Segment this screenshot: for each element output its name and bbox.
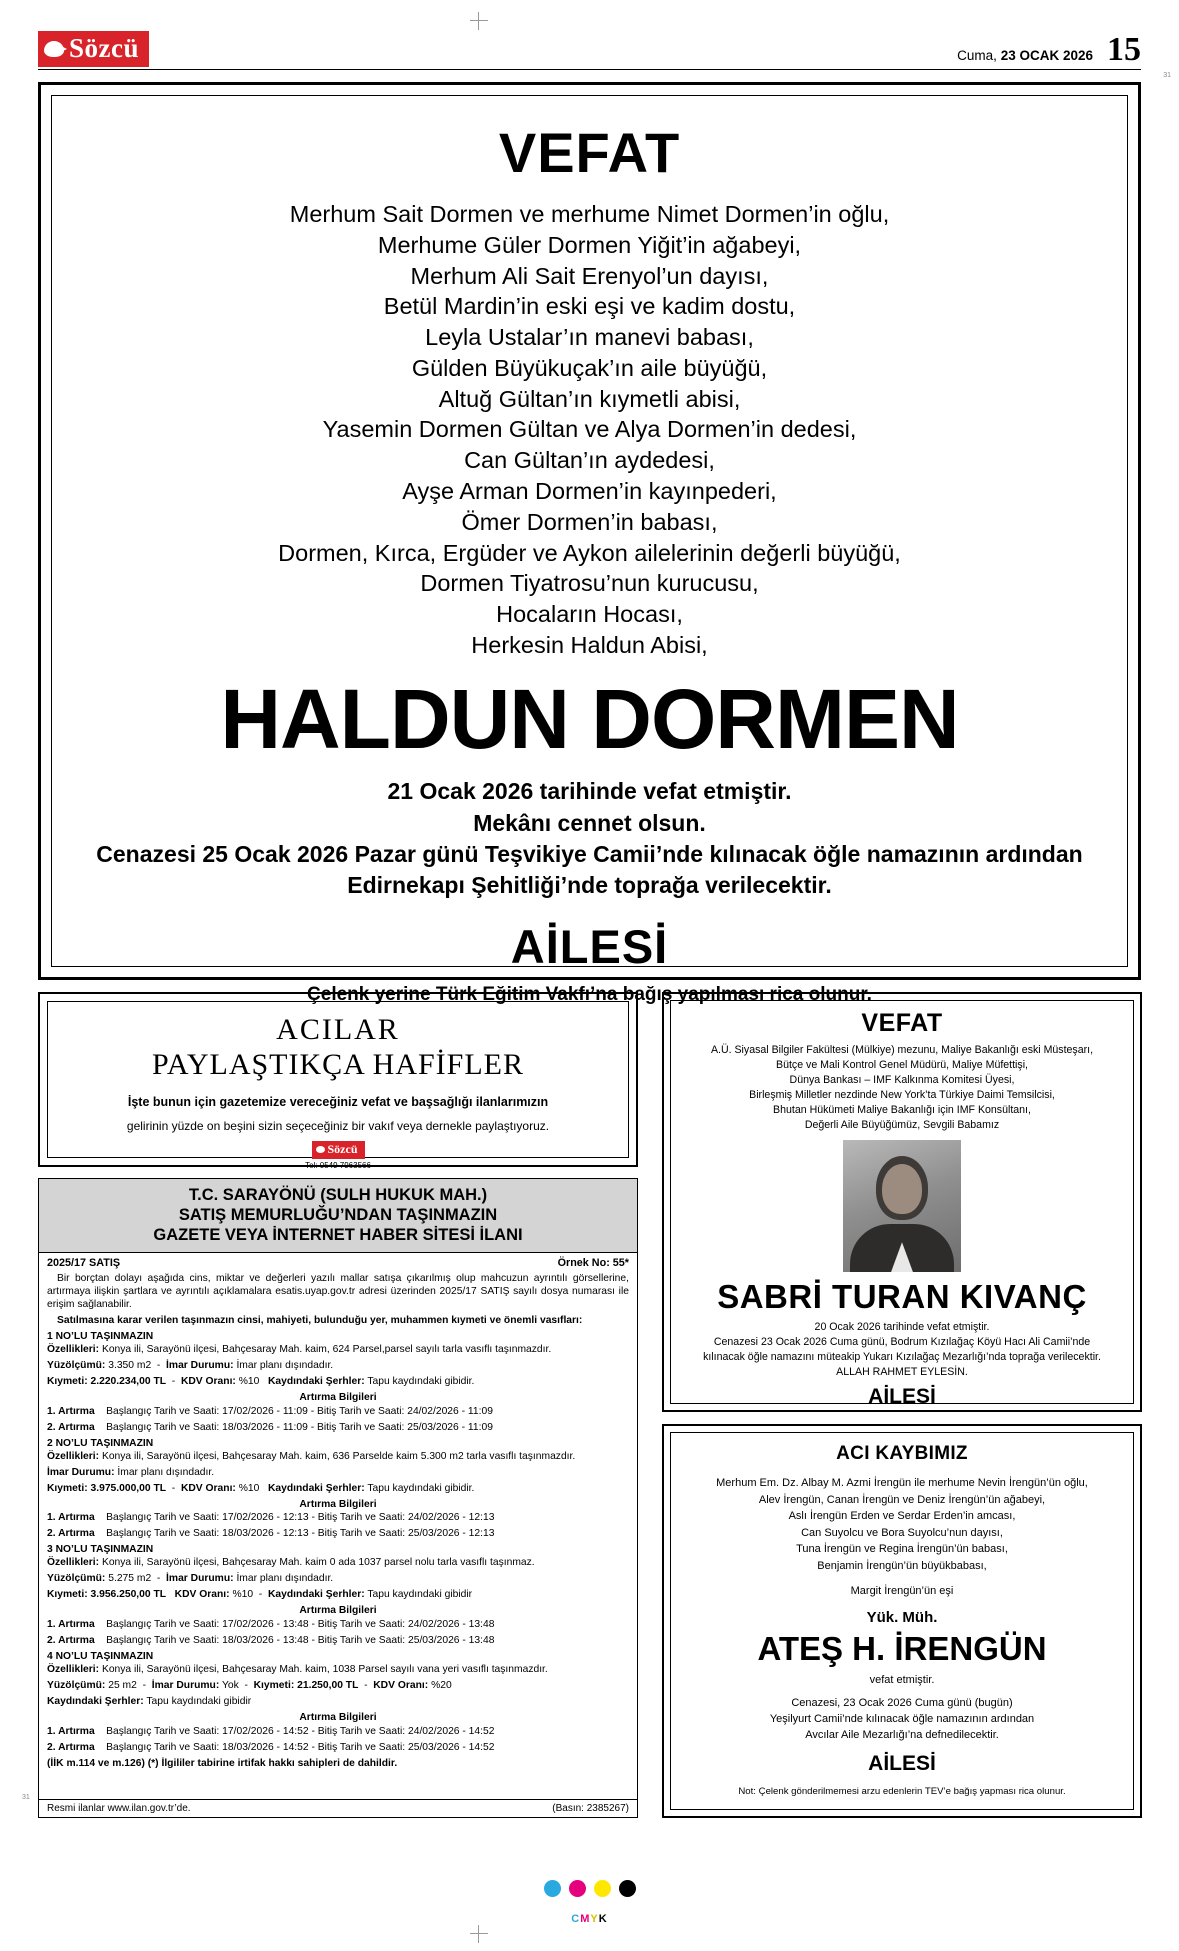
deceased-name: SABRİ TURAN KIVANÇ xyxy=(717,1278,1087,1316)
relation-line: Hocaların Hocası, xyxy=(496,601,683,628)
legal-auction-title: Artırma Bilgileri xyxy=(299,1712,377,1724)
house-ad-phone: Tel: 0549 7963566 xyxy=(305,1160,371,1170)
relation-line: Herkesin Haldun Abisi, xyxy=(471,631,708,658)
legal-auction-no: 1. Artırma xyxy=(47,1512,95,1524)
legal-value: 5.275 m2 xyxy=(108,1573,152,1585)
legal-item-features xyxy=(47,1344,629,1357)
legal-item-serh xyxy=(47,1696,629,1709)
header-date-prefix: Cuma, xyxy=(957,48,1001,63)
legal-item-title: 1 NO’LU TAŞINMAZIN xyxy=(47,1330,154,1342)
legal-auction-text: Başlangıç Tarih ve Saati: 18/03/2026 - 12:13 - Bitiş Tarih ve Saati: 25/03/2026 - 12:13 xyxy=(106,1528,495,1540)
legal-label: Kıymeti: xyxy=(47,1375,88,1387)
legal-auction-text: Başlangıç Tarih ve Saati: 18/03/2026 - 13:48 - Bitiş Tarih ve Saati: 25/03/2026 - 13:48 xyxy=(106,1635,495,1647)
obituary-title: ACI KAYBIMIZ xyxy=(836,1443,968,1464)
legal-label: Kaydındaki Şerhler: xyxy=(267,1589,365,1601)
legal-sample-no: Örnek No: 55* xyxy=(557,1257,629,1270)
legal-label: Özellikleri: xyxy=(47,1557,100,1569)
legal-value: 25 m2 xyxy=(108,1680,137,1692)
legal-value: İmar planı dışındadır. xyxy=(236,1573,334,1585)
blessing-line: ALLAH RAHMET EYLESİN. xyxy=(836,1366,968,1379)
color-dot-yellow xyxy=(594,1880,611,1897)
family-signature: AİLESİ xyxy=(868,1751,936,1775)
legal-footer-left: Resmi ilanlar www.ilan.gov.tr’de. xyxy=(47,1803,191,1814)
relation-lines xyxy=(82,199,1097,661)
relation-line: Merhume Güler Dormen Yiğit’in ağabeyi, xyxy=(377,231,802,258)
page-header xyxy=(38,26,1141,70)
legal-item-features xyxy=(47,1664,629,1677)
funeral-info-line: Cenazesi 25 Ocak 2026 Pazar günü Teşvikiye Camii’nde kılınacak öğle namazının ardından xyxy=(96,840,1083,867)
legal-intro2: Satılmasına karar verilen taşınmazın cinsi, mahiyeti, bulunduğu yer, muhammen kıymeti ve önemli vasıfları: xyxy=(57,1314,583,1326)
cmyk-label xyxy=(571,1913,607,1925)
legal-value: İmar planı dışındadır. xyxy=(117,1466,215,1478)
legal-value: Tapu kaydındaki gibidir xyxy=(146,1696,252,1708)
legal-auction-row xyxy=(47,1635,629,1648)
legal-item-area: Yüzölçümü: 25 m2 - İmar Durumu: Yok - Kıymeti: 21.250,00 TL - KDV Oranı: %20 xyxy=(47,1680,452,1692)
funeral-info-line: Edirnekapı Şehitliği’nde toprağa verilecektir. xyxy=(347,872,832,899)
legal-auction-no: 2. Artırma xyxy=(47,1742,95,1753)
relation-line: Ömer Dormen’in babası, xyxy=(461,508,718,535)
legal-label: Kaydındaki Şerhler: xyxy=(267,1482,365,1494)
header-date-value: 23 OCAK 2026 xyxy=(1000,48,1093,63)
deceased-name: HALDUN DORMEN xyxy=(220,671,959,766)
spouse-line: Margit İrengün’ün eşi xyxy=(850,1585,954,1597)
legal-file-row xyxy=(47,1257,629,1271)
family-signature: AİLESİ xyxy=(510,920,669,974)
legal-auction-row xyxy=(47,1726,629,1739)
house-ad-line2: PAYLAŞTIKÇA HAFİFLER xyxy=(151,1048,525,1082)
legal-item-features xyxy=(47,1557,629,1570)
donation-note: Çelenk yerine Türk Eğitim Vakfı’na bağış yapılması rica olunur. xyxy=(307,984,872,1006)
deceased-name: ATEŞ H. İRENGÜN xyxy=(757,1630,1047,1667)
bio-line: Değerli Aile Büyüğümüz, Sevgili Babamız xyxy=(804,1119,1000,1132)
cmyk-letter-m: M xyxy=(580,1913,591,1925)
main-obituary-inner xyxy=(51,95,1128,1006)
relation-line: Dormen Tiyatrosu’nun kurucusu, xyxy=(420,570,759,597)
relation-line: Yasemin Dormen Gültan ve Alya Dormen’in dedesi, xyxy=(322,416,857,443)
obituary-bio-lines xyxy=(685,1043,1119,1133)
legal-value: %10 xyxy=(232,1589,254,1601)
mini-logo-text: Sözcü xyxy=(327,1141,358,1156)
legal-label: Özellikleri: xyxy=(47,1343,100,1355)
legal-label: Yüzölçümü: xyxy=(47,1573,106,1585)
relation-line: Benjamin İrengün’ün büyükbabası, xyxy=(817,1559,987,1572)
legal-value: Konya ili, Sarayönü ilçesi, Bahçesaray Mah. kaim, 624 Parsel,parsel sayılı tarla vasıflı taşınmazdır. xyxy=(101,1343,552,1355)
legal-item-title: 2 NO’LU TAŞINMAZIN xyxy=(47,1437,154,1449)
relation-line: Merhum Sait Dormen ve merhume Nimet Dormen’in oğlu, xyxy=(289,201,890,227)
legal-value: Tapu kaydındaki gibidir. xyxy=(367,1482,475,1494)
death-line: vefat etmiştir. xyxy=(869,1674,935,1686)
funeral-line: Yeşilyurt Camii’nde kılınacak öğle namazının ardından xyxy=(769,1712,1035,1725)
relation-line: Can Gültan’ın aydedesi, xyxy=(464,447,715,474)
legal-label: Kaydındaki Şerhler: xyxy=(47,1696,144,1708)
house-ad-line1: ACILAR xyxy=(276,1013,400,1046)
legal-heading-line: T.C. SARAYÖNÜ (SULH HUKUK MAH.) xyxy=(188,1186,488,1204)
legal-label: Yüzölçümü: xyxy=(47,1359,106,1371)
obituary-ad-ates xyxy=(662,1424,1142,1818)
legal-label: İmar Durumu: xyxy=(166,1359,234,1371)
legal-value: 2.220.234,00 TL xyxy=(90,1375,167,1387)
legal-value: %10 xyxy=(238,1482,260,1494)
legal-item-value: Kıymeti: 3.956.250,00 TL KDV Oranı: %10 - Kaydındaki Şerhler: Tapu kaydındaki gibidir xyxy=(47,1589,473,1601)
legal-item-zoning xyxy=(47,1467,629,1480)
obituary-ad-sabri xyxy=(662,992,1142,1412)
legal-auction-no: 1. Artırma xyxy=(47,1726,95,1738)
obituary-ates-inner xyxy=(670,1432,1134,1810)
legal-label: Yüzölçümü: xyxy=(47,1680,106,1692)
name-prefix: Yük. Müh. xyxy=(866,1609,938,1626)
relation-line: Ayşe Arman Dormen’in kayınpederi, xyxy=(402,478,777,505)
legal-auction-row xyxy=(47,1406,629,1419)
legal-auction-row xyxy=(47,1619,629,1632)
main-obituary-ad xyxy=(38,82,1141,1006)
relation-line: Altuğ Gültan’ın kıymetli abisi, xyxy=(438,385,741,412)
legal-auction-no: 2. Artırma xyxy=(47,1528,95,1540)
logo-text: Sözcü xyxy=(69,33,139,63)
legal-label: Özellikleri: xyxy=(47,1450,100,1462)
bio-line: Dünya Bankası – IMF Kalkınma Komitesi Üyesi, xyxy=(789,1074,1015,1087)
color-dot-magenta xyxy=(569,1880,586,1897)
legal-label: KDV Oranı: xyxy=(373,1680,429,1692)
legal-label: İmar Durumu: xyxy=(166,1573,234,1585)
legal-item-features xyxy=(47,1451,629,1464)
funeral-info-line: Mekânı cennet olsun. xyxy=(473,809,706,836)
cmyk-letter-k: K xyxy=(598,1913,608,1925)
death-line: 20 Ocak 2026 tarihinde vefat etmiştir. xyxy=(814,1321,990,1334)
relation-line: Alev İrengün, Canan İrengün ve Deniz İrengün’ün ağabeyi, xyxy=(758,1493,1046,1506)
legal-value: Konya ili, Sarayönü ilçesi, Bahçesaray Mah. kaim, 1038 Parsel sayılı vana yeri vasıflı taşınmazdır. xyxy=(101,1664,548,1676)
legal-item-title: 4 NO’LU TAŞINMAZIN xyxy=(47,1651,154,1663)
legal-label: KDV Oranı: xyxy=(180,1375,236,1387)
newspaper-logo xyxy=(38,31,149,67)
legal-value: 3.975.000,00 TL xyxy=(90,1482,167,1494)
legal-value: 3.956.250,00 TL xyxy=(90,1589,167,1601)
photo-face xyxy=(882,1164,922,1214)
legal-value: Tapu kaydındaki gibidir xyxy=(367,1589,473,1601)
legal-value: Konya ili, Sarayönü ilçesi, Bahçesaray Mah. kaim, 636 Parselde kaim 5.300 m2 tarla vasıflı taşınmazdır. xyxy=(101,1450,576,1462)
bio-line: Bütçe ve Mali Kontrol Genel Müdürü, Maliye Müfettişi, xyxy=(776,1059,1028,1072)
legal-auction-text: Başlangıç Tarih ve Saati: 17/02/2026 - 11:09 - Bitiş Tarih ve Saati: 24/02/2026 - 11:09 xyxy=(106,1405,493,1417)
relation-lines xyxy=(687,1475,1117,1574)
cmyk-letter-y: Y xyxy=(590,1913,599,1925)
legal-auction-row xyxy=(47,1512,629,1525)
edge-number-left: 31 xyxy=(22,1794,30,1801)
print-color-bar xyxy=(544,1880,636,1897)
legal-notice-heading xyxy=(39,1179,637,1253)
legal-value: 21.250,00 TL xyxy=(297,1680,359,1692)
legal-notice-footer xyxy=(39,1799,637,1817)
relation-line: Gülden Büyükuçak’ın aile büyüğü, xyxy=(411,354,768,381)
legal-file-no: 2025/17 SATIŞ xyxy=(47,1257,121,1270)
relation-line: Aslı İrengün Erden ve Serdar Erden’in amcası, xyxy=(788,1510,1016,1522)
legal-label: KDV Oranı: xyxy=(174,1589,230,1601)
legal-value: Konya ili, Sarayönü ilçesi, Bahçesaray Mah. kaim 0 ada 1037 parsel nolu tarla vasıflı taşınmaz. xyxy=(101,1557,535,1569)
legal-item-area: Yüzölçümü: 5.275 m2 - İmar Durumu: İmar planı dışındadır. xyxy=(47,1573,334,1585)
legal-value: Tapu kaydındaki gibidir. xyxy=(367,1375,475,1387)
legal-auction-text: Başlangıç Tarih ve Saati: 17/02/2026 - 12:13 - Bitiş Tarih ve Saati: 24/02/2026 - 12:13 xyxy=(106,1512,495,1524)
bird-icon xyxy=(316,1146,325,1153)
header-date xyxy=(957,48,1093,63)
legal-item-value: Kıymeti: 3.975.000,00 TL - KDV Oranı: %10 Kaydındaki Şerhler: Tapu kaydındaki gibidir. xyxy=(47,1482,475,1494)
legal-item-value: Kıymeti: 2.220.234,00 TL - KDV Oranı: %10 Kaydındaki Şerhler: Tapu kaydındaki gibidir. xyxy=(47,1375,475,1387)
funeral-info xyxy=(82,776,1097,901)
house-ad-sub2: gelirinin yüzde on beşini sizin seçeceğiniz bir vakıf veya dernekle paylaştıyoruz. xyxy=(126,1118,550,1133)
legal-auction-no: 1. Artırma xyxy=(47,1405,95,1417)
obituary-funeral-info xyxy=(687,1696,1117,1744)
legal-auction-text: Başlangıç Tarih ve Saati: 17/02/2026 - 13:48 - Bitiş Tarih ve Saati: 24/02/2026 - 13:48 xyxy=(106,1619,495,1631)
legal-label: KDV Oranı: xyxy=(180,1482,236,1494)
legal-value: Yok xyxy=(221,1680,239,1692)
relation-line: Tuna İrengün ve Regina İrengün’ün babası, xyxy=(796,1543,1008,1555)
house-ad-acilar xyxy=(38,992,638,1170)
legal-auction-title: Artırma Bilgileri xyxy=(299,1498,377,1510)
legal-auction-row xyxy=(47,1742,629,1755)
legal-auction-row xyxy=(47,1422,629,1435)
color-dot-cyan xyxy=(544,1880,561,1897)
bio-line: Bhutan Hükümeti Maliye Bakanlığı için IMF Konsültanı, xyxy=(773,1104,1031,1117)
legal-auction-no: 2. Artırma xyxy=(47,1635,95,1647)
legal-label: Kıymeti: xyxy=(47,1482,88,1494)
relation-line: Betül Mardin’in eski eşi ve kadim dostu, xyxy=(383,293,796,320)
legal-value: 3.350 m2 xyxy=(108,1359,152,1371)
funeral-line: kılınacak öğle namazını müteakip Yukarı Kızılağaç Mezarlığı’nda toprağa verilecektir. xyxy=(703,1351,1101,1364)
legal-label: Kıymeti: xyxy=(253,1680,295,1692)
edge-number-right: 31 xyxy=(1163,72,1171,79)
obituary-title: VEFAT xyxy=(498,121,681,184)
legal-label: Özellikleri: xyxy=(47,1664,100,1676)
legal-heading-line: GAZETE VEYA İNTERNET HABER SİTESİ İLANI xyxy=(153,1226,523,1245)
bio-line: A.Ü. Siyasal Bilgiler Fakültesi (Mülkiye) mezunu, Maliye Bakanlığı eski Müsteşarı, xyxy=(710,1044,1094,1056)
legal-label: Kıymeti: xyxy=(47,1589,88,1601)
legal-heading-line: SATIŞ MEMURLUĞU’NDAN TAŞINMAZIN xyxy=(178,1206,498,1225)
legal-intro: Bir borçtan dolayı aşağıda cins, miktar ve değerleri yazılı mallar satışa çıkarılmış olup mahcuzun ayrıntılı görsellerine, artırmaya ilişkin şartlara ve ayrıntılı açıklamalara esatis.uyap.gov.tr adresi üzerinden 2025/17 SATIŞ sayılı dosya numarası ile erişim sağlanabilir. xyxy=(47,1272,629,1310)
cmyk-letter-c: C xyxy=(571,1913,581,1925)
legal-closing: (İİK m.114 ve m.126) (*) İlgililer tabirine irtifak hakkı sahipleri de dahildir. xyxy=(47,1757,398,1769)
legal-auction-text: Başlangıç Tarih ve Saati: 18/03/2026 - 11:09 - Bitiş Tarih ve Saati: 25/03/2026 - 11:09 xyxy=(106,1421,493,1433)
legal-auction-no: 2. Artırma xyxy=(47,1421,95,1433)
bio-line: Birleşmiş Milletler nezdinde New York’ta Türkiye Daimi Temsilcisi, xyxy=(749,1089,1055,1102)
family-signature: AİLESİ xyxy=(868,1385,936,1409)
relation-line: Dormen, Kırca, Ergüder ve Aykon ailelerinin değerli büyüğü, xyxy=(278,539,901,566)
funeral-line: Cenazesi, 23 Ocak 2026 Cuma günü (bugün) xyxy=(791,1697,1013,1709)
header-right xyxy=(957,33,1141,67)
portrait-photo xyxy=(843,1140,961,1272)
obituary-sabri-inner xyxy=(670,1000,1134,1409)
legal-item-title: 3 NO’LU TAŞINMAZIN xyxy=(47,1544,154,1556)
relation-line: Leyla Ustalar’ın manevi babası, xyxy=(425,324,754,351)
relation-line: Merhum Ali Sait Erenyol’un dayısı, xyxy=(410,262,769,289)
funeral-line: Cenazesi 23 Ocak 2026 Cuma günü, Bodrum Kızılağaç Köyü Hacı Ali Camii’nde xyxy=(713,1336,1091,1349)
page-number: 15 xyxy=(1107,31,1141,68)
house-ad-sub1: İşte bunun için gazetemize vereceğiniz vefat ve başsağlığı ilanlarımızın xyxy=(127,1094,549,1109)
registration-mark-bottom xyxy=(470,1925,488,1943)
legal-value: İmar planı dışındadır. xyxy=(236,1359,334,1371)
legal-auction-title: Artırma Bilgileri xyxy=(299,1391,377,1403)
legal-value: %10 xyxy=(238,1375,260,1387)
legal-notice-ad xyxy=(38,1178,638,1818)
obituary-title: VEFAT xyxy=(861,1009,943,1037)
legal-auction-text: Başlangıç Tarih ve Saati: 17/02/2026 - 14:52 - Bitiş Tarih ve Saati: 24/02/2026 - 14:52 xyxy=(106,1726,495,1738)
legal-auction-text: Başlangıç Tarih ve Saati: 18/03/2026 - 14:52 - Bitiş Tarih ve Saati: 25/03/2026 - 14:52 xyxy=(106,1742,495,1753)
funeral-info-line: 21 Ocak 2026 tarihinde vefat etmiştir. xyxy=(387,778,792,805)
legal-footer-right: (Basın: 2385267) xyxy=(552,1803,629,1814)
donation-note: Not: Çelenk gönderilmemesi arzu edenlerin TEV’e bağış yapması rica olunur. xyxy=(738,1785,1066,1797)
legal-item-area: Yüzölçümü: 3.350 m2 - İmar Durumu: İmar planı dışındadır. xyxy=(47,1359,334,1371)
house-ad-inner xyxy=(47,1001,629,1170)
legal-auction-no: 1. Artırma xyxy=(47,1619,95,1631)
legal-label: İmar Durumu: xyxy=(47,1466,115,1478)
obituary-funeral-info xyxy=(685,1320,1119,1380)
relation-line: Can Suyolcu ve Bora Suyolcu’nun dayısı, xyxy=(801,1526,1003,1539)
legal-auction-row xyxy=(47,1528,629,1541)
mini-logo xyxy=(312,1141,365,1159)
house-ad-logo xyxy=(60,1141,616,1170)
legal-auction-title: Artırma Bilgileri xyxy=(299,1605,377,1617)
bird-icon xyxy=(44,41,64,57)
color-dot-key xyxy=(619,1880,636,1897)
legal-label: Kaydındaki Şerhler: xyxy=(267,1375,365,1387)
legal-label: İmar Durumu: xyxy=(151,1680,220,1692)
relation-line: Merhum Em. Dz. Albay M. Azmi İrengün ile merhume Nevin İrengün’ün oğlu, xyxy=(716,1477,1088,1489)
legal-notice-body xyxy=(39,1253,637,1778)
funeral-line: Avcılar Aile Mezarlığı’na defnedilecektir. xyxy=(805,1728,999,1741)
legal-value: %20 xyxy=(431,1680,452,1692)
